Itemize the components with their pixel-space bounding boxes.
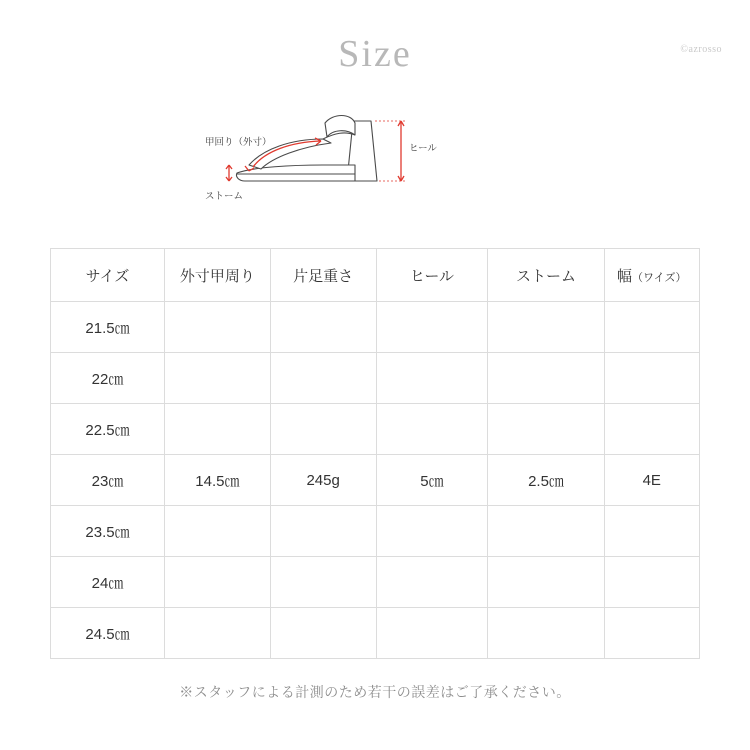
cell-platform (488, 557, 604, 608)
cell-size: 22.5㎝ (51, 404, 165, 455)
table-row (51, 557, 700, 608)
cell-weight (270, 302, 376, 353)
brand-watermark: ©azrosso (680, 44, 722, 55)
cell-width (604, 353, 699, 404)
column-header-size-label: サイズ (85, 267, 130, 285)
table-header-row (51, 249, 700, 302)
page-title: Size (338, 33, 412, 75)
measurement-disclaimer: ※スタッフによる計測のため若干の誤差はご了承ください。 (179, 684, 571, 700)
table-row (51, 455, 700, 506)
cell-size: 23㎝ (51, 455, 165, 506)
cell-heel (376, 404, 488, 455)
cell-width (604, 404, 699, 455)
cell-instep: 14.5㎝ (165, 455, 271, 506)
table-row (51, 404, 700, 455)
cell-instep (165, 608, 271, 659)
shoe-measurement-diagram (0, 95, 750, 235)
column-header-heel (376, 249, 488, 302)
table-row (51, 608, 700, 659)
cell-width: 4E (604, 455, 699, 506)
cell-weight (270, 404, 376, 455)
table-row (51, 353, 700, 404)
cell-width (604, 557, 699, 608)
size-table-wrapper (50, 248, 700, 659)
cell-platform (488, 404, 604, 455)
cell-size: 24.5㎝ (51, 608, 165, 659)
cell-instep (165, 506, 271, 557)
cell-heel: 5㎝ (376, 455, 488, 506)
cell-width (604, 302, 699, 353)
cell-width (604, 506, 699, 557)
cell-instep (165, 302, 271, 353)
cell-platform (488, 608, 604, 659)
cell-heel (376, 506, 488, 557)
column-header-width (604, 249, 699, 302)
column-header-width-label: 幅 (616, 267, 632, 285)
size-table (50, 248, 700, 659)
column-header-width-sub: （ワイズ） (632, 271, 687, 284)
diagram-label-instep: 甲回り（外寸） (205, 137, 272, 148)
cell-platform (488, 353, 604, 404)
column-header-weight-label: 片足重さ (293, 267, 354, 285)
column-header-heel-label: ヒール (409, 267, 455, 285)
shoe-diagram-svg (205, 95, 545, 235)
column-header-instep (165, 249, 271, 302)
cell-instep (165, 404, 271, 455)
cell-size: 24㎝ (51, 557, 165, 608)
table-row (51, 302, 700, 353)
cell-instep (165, 557, 271, 608)
cell-size: 21.5㎝ (51, 302, 165, 353)
cell-weight (270, 557, 376, 608)
column-header-size (51, 249, 165, 302)
cell-heel (376, 557, 488, 608)
cell-weight: 245g (270, 455, 376, 506)
cell-weight (270, 506, 376, 557)
cell-width (604, 608, 699, 659)
table-row (51, 506, 700, 557)
cell-size: 23.5㎝ (51, 506, 165, 557)
cell-instep (165, 353, 271, 404)
cell-weight (270, 353, 376, 404)
cell-heel (376, 353, 488, 404)
diagram-label-platform: ストーム (205, 191, 244, 202)
cell-heel (376, 608, 488, 659)
cell-size: 22㎝ (51, 353, 165, 404)
column-header-platform (488, 249, 604, 302)
cell-platform (488, 302, 604, 353)
column-header-platform-label: ストーム (516, 267, 577, 285)
column-header-weight (270, 249, 376, 302)
cell-platform (488, 506, 604, 557)
cell-platform: 2.5㎝ (488, 455, 604, 506)
cell-weight (270, 608, 376, 659)
column-header-instep-label: 外寸甲周り (179, 267, 255, 285)
diagram-label-heel: ヒール (409, 143, 437, 154)
cell-heel (376, 302, 488, 353)
